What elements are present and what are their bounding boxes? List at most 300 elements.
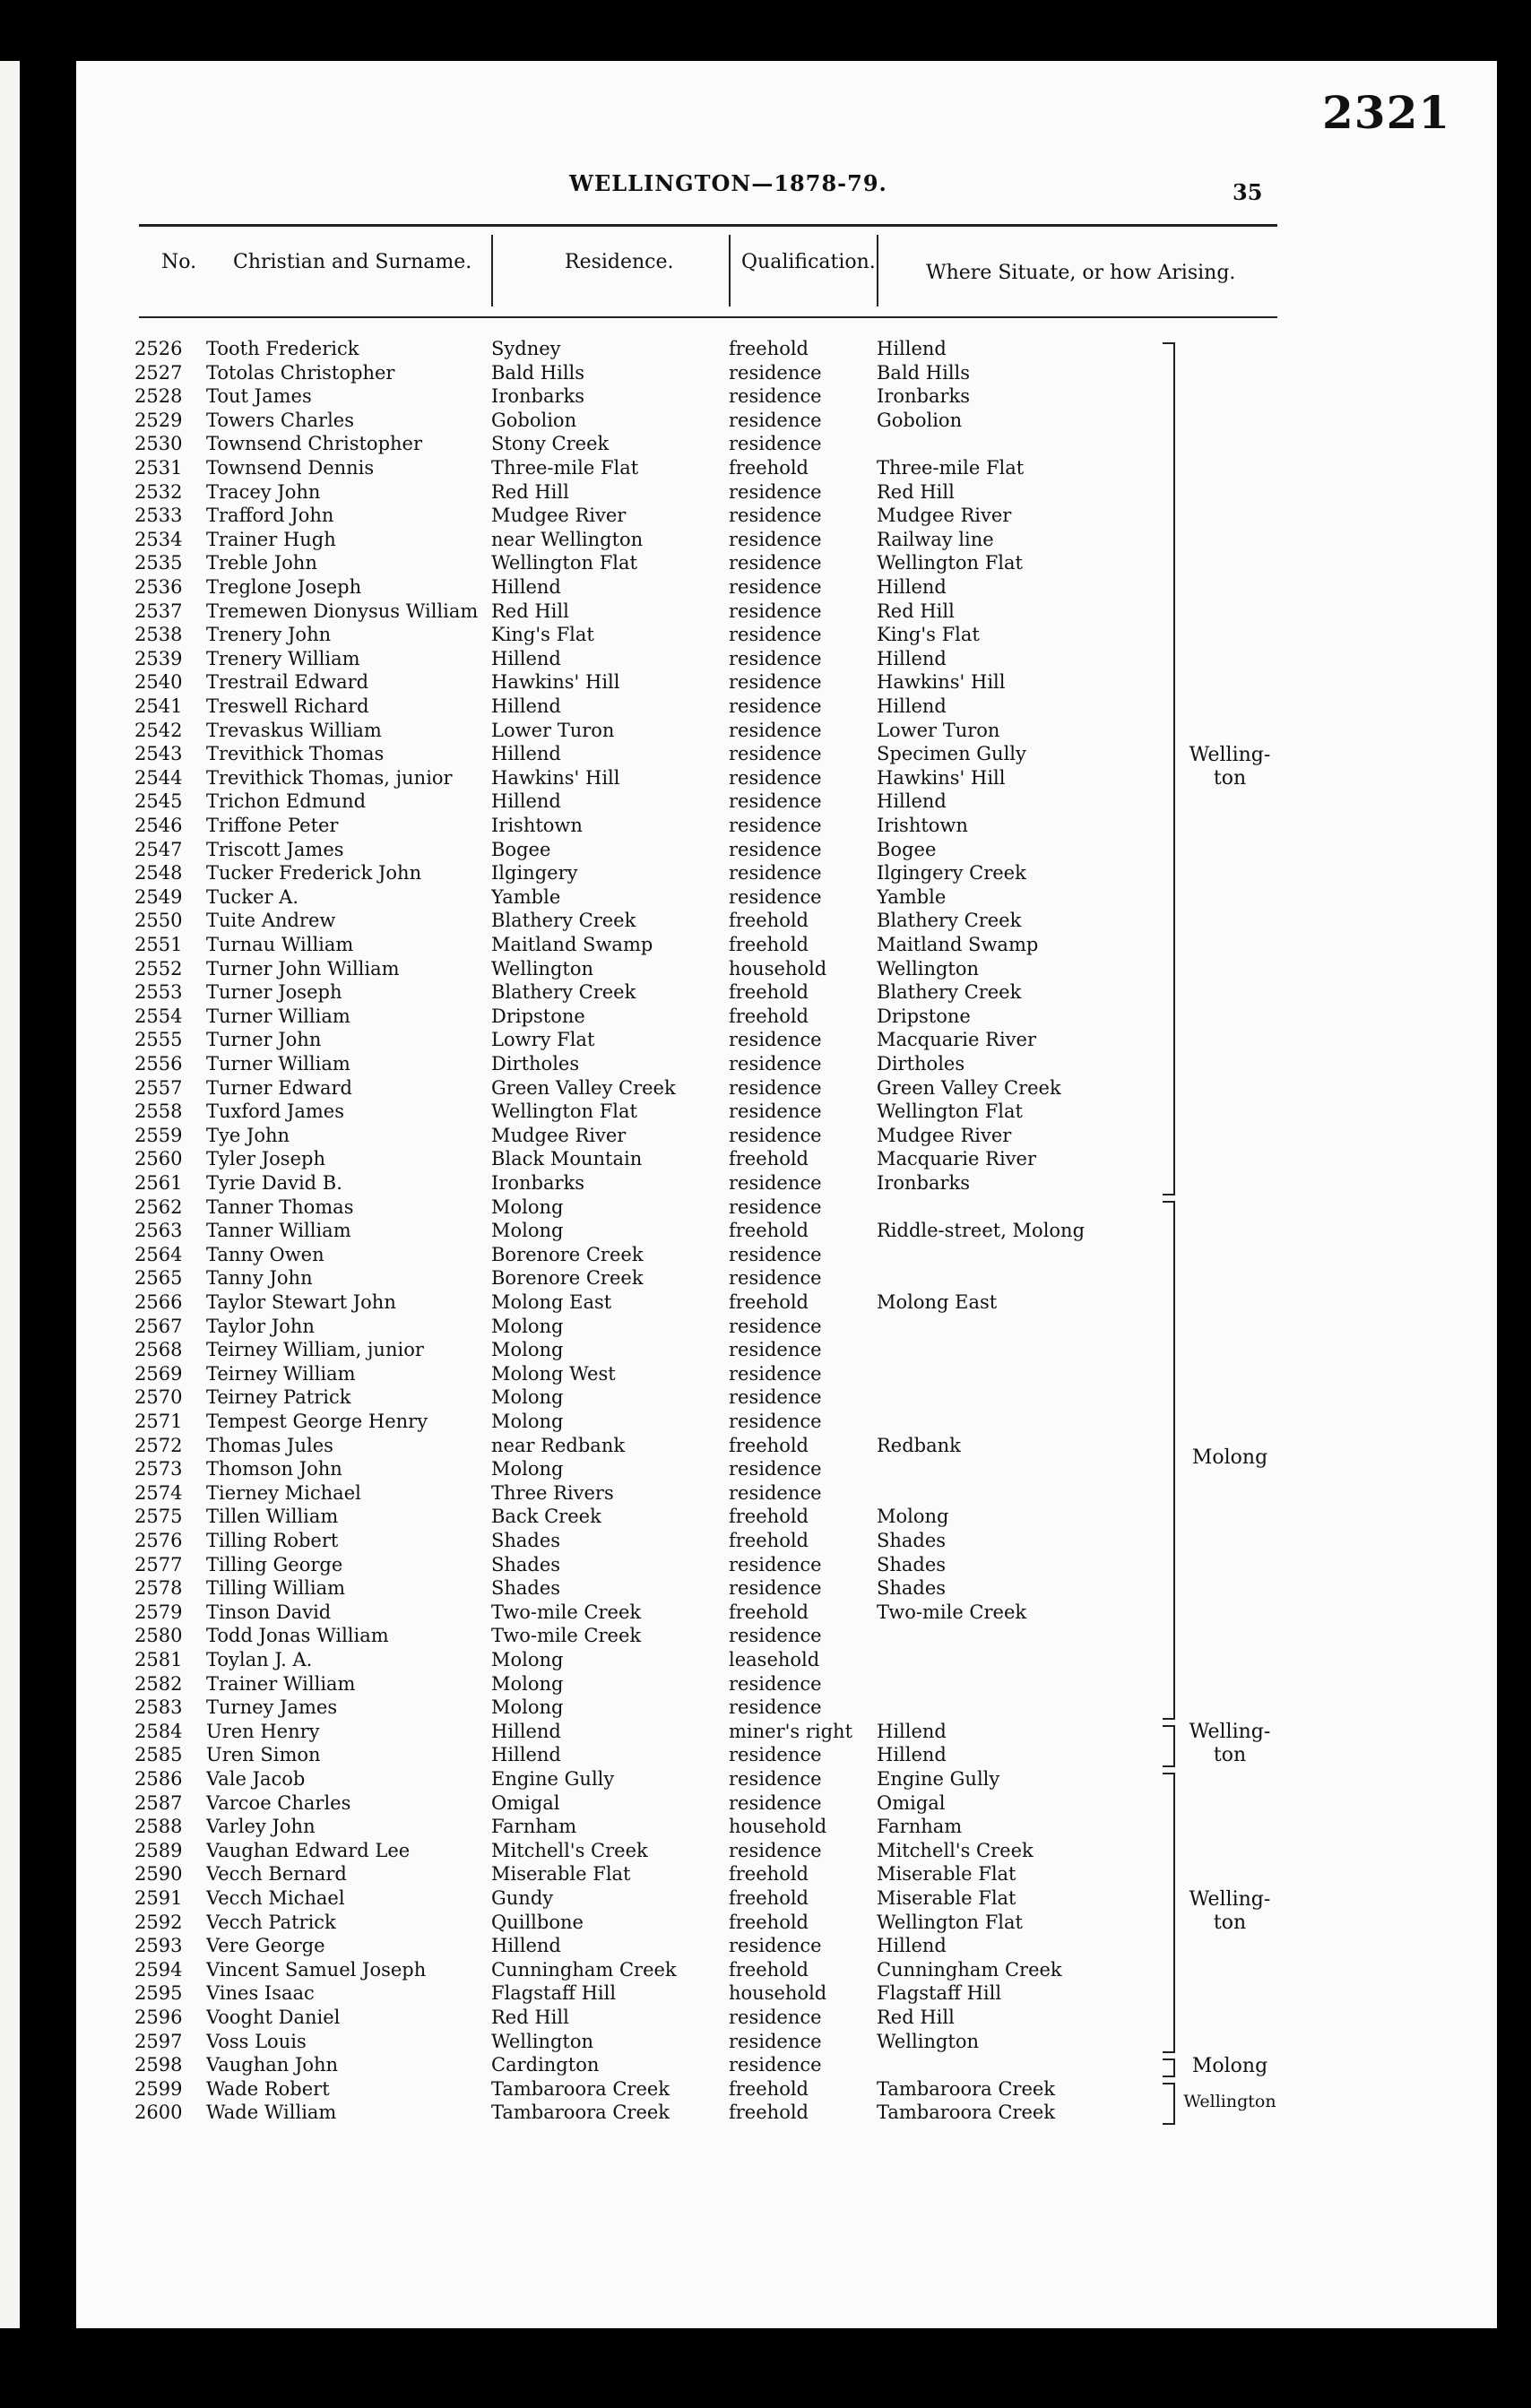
elector-name: Tuite Andrew [206, 910, 336, 932]
elector-name: Tremewen Dionysus William [206, 600, 479, 622]
residence: Two-mile Creek [491, 1601, 642, 1623]
entry-number: 2585 [134, 1744, 183, 1766]
elector-name: Tilling William [206, 1577, 346, 1600]
qualification: freehold [729, 2102, 809, 2124]
elector-name: Todd Jonas William [206, 1625, 389, 1647]
elector-name: Turnau William [206, 934, 354, 955]
residence: Molong [491, 1411, 564, 1432]
residence: Dripstone [491, 1005, 585, 1027]
elector-name: Totolas Christopher [206, 361, 395, 384]
qualification: residence [729, 885, 822, 908]
entry-number: 2588 [134, 1816, 183, 1838]
where-situate: Wellington [877, 957, 980, 980]
where-situate: Yamble [877, 885, 947, 908]
entry-number: 2544 [134, 766, 183, 789]
elector-name: Tanny John [206, 1267, 313, 1290]
residence: Hillend [491, 1720, 561, 1742]
elector-name: Varley John [206, 1816, 316, 1838]
residence: Lower Turon [491, 719, 615, 741]
entry-number: 2598 [134, 2054, 183, 2076]
table-row [76, 1052, 1497, 1076]
entry-number: 2565 [134, 1267, 183, 1290]
elector-name: Treswell Richard [206, 695, 369, 717]
residence: Dirtholes [491, 1053, 580, 1075]
where-situate: Engine Gully [877, 1768, 1000, 1790]
elector-name: Triscott James [206, 838, 344, 860]
where-situate: Omigal [877, 1791, 946, 1814]
qualification: freehold [729, 1530, 809, 1551]
table-row [76, 742, 1497, 766]
table-row [76, 1100, 1497, 1124]
district-label-line1: Wellington [1183, 2092, 1276, 2112]
where-situate: Shades [877, 1577, 947, 1600]
residence: Stony Creek [491, 433, 610, 455]
qualification: freehold [729, 457, 809, 479]
table-row [76, 2030, 1497, 2054]
elector-name: Vincent Samuel Joseph [206, 1958, 427, 1981]
entry-number: 2581 [134, 1649, 183, 1670]
elector-name: Vines Isaac [206, 1982, 315, 2005]
qualification: residence [729, 862, 822, 885]
elector-name: Turner John William [206, 957, 400, 980]
entry-number: 2556 [134, 1053, 183, 1075]
qualification: residence [729, 1791, 822, 1814]
elector-name: Vale Jacob [206, 1768, 306, 1790]
qualification: residence [729, 743, 822, 765]
residence: Green Valley Creek [491, 1076, 676, 1099]
table-row [76, 1672, 1497, 1696]
qualification: residence [729, 1100, 822, 1123]
table-row [76, 1886, 1497, 1911]
left-page-edge [0, 61, 20, 2328]
col-header-qualification: Qualification. [741, 251, 876, 273]
col-header-name: Christian and Surname. [233, 251, 472, 273]
table-row [76, 1481, 1497, 1506]
entry-number: 2559 [134, 1124, 183, 1146]
where-situate: Lower Turon [877, 719, 1000, 741]
table-row [76, 575, 1497, 600]
qualification: residence [729, 1411, 822, 1432]
entry-number: 2548 [134, 862, 183, 885]
table-row [76, 1434, 1497, 1458]
entry-number: 2592 [134, 1911, 183, 1933]
entry-number: 2534 [134, 528, 183, 550]
elector-name: Trestrail Edward [206, 671, 369, 694]
qualification: residence [729, 1267, 822, 1290]
entry-number: 2573 [134, 1458, 183, 1480]
where-situate: Blathery Creek [877, 910, 1022, 932]
entry-number: 2539 [134, 647, 183, 669]
where-situate: Macquarie River [877, 1029, 1036, 1051]
elector-name: Teirney Patrick [206, 1386, 351, 1409]
residence: Blathery Creek [491, 981, 636, 1004]
where-situate: Maitland Swamp [877, 934, 1039, 955]
where-situate: Gobolion [877, 409, 963, 431]
where-situate: Railway line [877, 528, 994, 550]
qualification: residence [729, 790, 822, 813]
elector-name: Tilling George [206, 1553, 343, 1575]
where-situate: Mudgee River [877, 1124, 1012, 1146]
where-situate: Dripstone [877, 1005, 971, 1027]
where-situate: Wellington Flat [877, 1100, 1023, 1123]
register-page [76, 61, 1497, 2328]
table-row [76, 838, 1497, 862]
elector-name: Tuxford James [206, 1100, 345, 1123]
elector-name: Taylor Stewart John [206, 1291, 396, 1313]
entry-number: 2561 [134, 1172, 183, 1194]
entry-number: 2568 [134, 1339, 183, 1361]
where-situate: Hawkins' Hill [877, 766, 1006, 789]
table-row [76, 1005, 1497, 1029]
table-row [76, 1410, 1497, 1434]
elector-name: Townsend Christopher [206, 433, 423, 455]
where-situate: Wellington Flat [877, 552, 1023, 574]
table-row [76, 1839, 1497, 1863]
elector-name: Trenery John [206, 624, 332, 646]
entry-number: 2576 [134, 1530, 183, 1551]
qualification: freehold [729, 338, 809, 359]
qualification: freehold [729, 1434, 809, 1456]
table-row [76, 1696, 1497, 1720]
table-row [76, 1791, 1497, 1816]
elector-name: Tucker Frederick John [206, 862, 422, 885]
entry-number: 2586 [134, 1768, 183, 1790]
where-situate: Blathery Creek [877, 981, 1022, 1004]
table-row [76, 1362, 1497, 1386]
where-situate: Hillend [877, 647, 947, 669]
residence: Tambaroora Creek [491, 2102, 670, 2124]
where-situate: Hillend [877, 1744, 947, 1766]
qualification: residence [729, 505, 822, 527]
entry-number: 2595 [134, 1982, 183, 2005]
district-label-line1: Molong [1191, 2054, 1268, 2077]
residence: Shades [491, 1577, 561, 1600]
elector-name: Taylor John [206, 1315, 315, 1337]
table-row [76, 1981, 1497, 2006]
qualification: residence [729, 1458, 822, 1480]
where-situate: Specimen Gully [877, 743, 1026, 765]
where-situate: Hawkins' Hill [877, 671, 1006, 694]
entry-number: 2562 [134, 1195, 183, 1218]
entry-number: 2532 [134, 480, 183, 503]
where-situate: Shades [877, 1553, 947, 1575]
entry-number: 2538 [134, 624, 183, 646]
elector-name: Vecch Michael [206, 1887, 345, 1909]
residence: Molong [491, 1649, 564, 1670]
where-situate: Cunningham Creek [877, 1958, 1062, 1981]
qualification: freehold [729, 1506, 809, 1528]
qualification: freehold [729, 981, 809, 1004]
elector-name: Turner William [206, 1005, 350, 1027]
elector-name: Tanny Owen [206, 1243, 324, 1265]
where-situate: Riddle-street, Molong [877, 1220, 1086, 1242]
residence: Flagstaff Hill [491, 1982, 617, 2005]
table-row [76, 861, 1497, 885]
qualification: residence [729, 552, 822, 574]
elector-name: Tucker A. [206, 885, 299, 908]
residence: Cunningham Creek [491, 1958, 677, 1981]
qualification: residence [729, 1672, 822, 1695]
residence: Gobolion [491, 409, 577, 431]
residence: Ilgingery [491, 862, 578, 885]
residence: Mudgee River [491, 505, 627, 527]
qualification: residence [729, 2007, 822, 2028]
elector-name: Tyler Joseph [206, 1148, 325, 1170]
elector-name: Turney James [206, 1696, 338, 1719]
elector-name: Varcoe Charles [206, 1791, 351, 1814]
entry-number: 2563 [134, 1220, 183, 1242]
where-situate: Red Hill [877, 2007, 955, 2028]
residence: Red Hill [491, 480, 569, 503]
column-divider [877, 235, 878, 306]
column-divider [491, 235, 493, 306]
entry-number: 2566 [134, 1291, 183, 1313]
elector-name: Trevithick Thomas [206, 743, 385, 765]
table-row [76, 1457, 1497, 1481]
entry-number: 2528 [134, 385, 183, 408]
qualification: residence [729, 1935, 822, 1957]
page-title: WELLINGTON—1878-79. [569, 170, 887, 196]
residence: Red Hill [491, 600, 569, 622]
entry-number: 2587 [134, 1791, 183, 1814]
qualification: residence [729, 361, 822, 384]
where-situate: Macquarie River [877, 1148, 1036, 1170]
table-row [76, 1195, 1497, 1220]
elector-name: Teirney William, junior [206, 1339, 424, 1361]
table-row [76, 933, 1497, 957]
where-situate: Molong East [877, 1291, 998, 1313]
qualification: freehold [729, 1220, 809, 1242]
residence: Sydney [491, 338, 561, 359]
residence: Engine Gully [491, 1768, 615, 1790]
entry-number: 2558 [134, 1100, 183, 1123]
elector-name: Wade William [206, 2102, 337, 2124]
qualification: residence [729, 1195, 822, 1218]
table-row [76, 528, 1497, 552]
entry-number: 2575 [134, 1506, 183, 1528]
residence: Ironbarks [491, 1172, 585, 1194]
entry-number: 2530 [134, 433, 183, 455]
residence: Bogee [491, 838, 551, 860]
residence: Wellington [491, 2030, 594, 2052]
table-row [76, 1124, 1497, 1148]
where-situate: King's Flat [877, 624, 980, 646]
entry-number: 2580 [134, 1625, 183, 1647]
entry-number: 2577 [134, 1553, 183, 1575]
entry-number: 2552 [134, 957, 183, 980]
entry-number: 2543 [134, 743, 183, 765]
table-row [76, 551, 1497, 575]
table-row [76, 1958, 1497, 1982]
qualification: residence [729, 480, 822, 503]
elector-name: Trevaskus William [206, 719, 382, 741]
table-row [76, 814, 1497, 838]
elector-name: Tracey John [206, 480, 321, 503]
entry-number: 2547 [134, 838, 183, 860]
qualification: residence [729, 2054, 822, 2076]
where-situate: Bogee [877, 838, 937, 860]
residence: Tambaroora Creek [491, 2077, 670, 2100]
elector-name: Trevithick Thomas, junior [206, 766, 453, 789]
residence: Maitland Swamp [491, 934, 653, 955]
entry-number: 2569 [134, 1362, 183, 1385]
entry-number: 2589 [134, 1839, 183, 1861]
district-label [1181, 1721, 1279, 1767]
where-situate: Mudgee River [877, 505, 1012, 527]
elector-name: Turner John [206, 1029, 322, 1051]
district-label-line1: Molong [1191, 1446, 1268, 1470]
district-label-line1: Welling- [1189, 1887, 1271, 1911]
page-number: 2321 [1322, 86, 1451, 139]
entry-number: 2570 [134, 1386, 183, 1409]
qualification: residence [729, 695, 822, 717]
qualification: residence [729, 1029, 822, 1051]
table-row [76, 670, 1497, 695]
qualification: residence [729, 1577, 822, 1600]
district-label-line1: Welling- [1189, 1721, 1271, 1744]
entry-number: 2590 [134, 1863, 183, 1886]
elector-name: Vaughan John [206, 2054, 339, 2076]
entry-number: 2551 [134, 934, 183, 955]
residence: Miserable Flat [491, 1863, 631, 1886]
col-header-residence: Residence. [565, 251, 674, 273]
entry-number: 2555 [134, 1029, 183, 1051]
where-situate: Redbank [877, 1434, 961, 1456]
qualification: residence [729, 433, 822, 455]
residence: Gundy [491, 1887, 554, 1909]
table-row [76, 504, 1497, 528]
table-row [76, 2053, 1497, 2077]
where-situate: Red Hill [877, 480, 955, 503]
table-row [76, 1911, 1497, 1935]
elector-name: Treble John [206, 552, 317, 574]
qualification: residence [729, 1744, 822, 1766]
where-situate: Wellington [877, 2030, 980, 2052]
table-row [76, 2101, 1497, 2125]
table-row [76, 1385, 1497, 1410]
district-label [1181, 744, 1279, 790]
qualification: residence [729, 815, 822, 836]
residence: Mudgee River [491, 1124, 627, 1146]
qualification: residence [729, 1339, 822, 1361]
table-row [76, 1505, 1497, 1529]
residence: Blathery Creek [491, 910, 636, 932]
residence: Hillend [491, 743, 561, 765]
entry-number: 2526 [134, 338, 183, 359]
residence: Hillend [491, 1935, 561, 1957]
residence: Hillend [491, 790, 561, 813]
elector-name: Vaughan Edward Lee [206, 1839, 411, 1861]
entry-number: 2533 [134, 505, 183, 527]
entry-number: 2582 [134, 1672, 183, 1695]
table-row [76, 384, 1497, 409]
table-row [76, 1315, 1497, 1339]
table-row [76, 909, 1497, 933]
residence: Molong [491, 1315, 564, 1337]
where-situate: Irishtown [877, 815, 968, 836]
entry-number: 2594 [134, 1958, 183, 1981]
residence: Wellington Flat [491, 552, 637, 574]
district-label-line2: ton [1213, 1911, 1247, 1934]
residence: near Redbank [491, 1434, 626, 1456]
entry-number: 2599 [134, 2077, 183, 2100]
table-row [76, 361, 1497, 385]
qualification: residence [729, 671, 822, 694]
header-rule-bottom [139, 316, 1277, 318]
elector-name: Toylan J. A. [206, 1649, 313, 1670]
qualification: household [729, 1816, 827, 1838]
table-row [76, 885, 1497, 910]
district-label-line2: ton [1213, 1744, 1247, 1767]
table-row [76, 790, 1497, 814]
residence: Molong [491, 1195, 564, 1218]
elector-name: Vooght Daniel [206, 2007, 341, 2028]
where-situate: Ilgingery Creek [877, 862, 1026, 885]
residence: Omigal [491, 1791, 560, 1814]
table-row [76, 1147, 1497, 1171]
where-situate: Shades [877, 1530, 947, 1551]
elector-name: Tierney Michael [206, 1481, 361, 1504]
entry-number: 2584 [134, 1720, 183, 1742]
qualification: freehold [729, 2077, 809, 2100]
qualification: residence [729, 766, 822, 789]
table-row [76, 2006, 1497, 2030]
qualification: leasehold [729, 1649, 820, 1670]
residence: Borenore Creek [491, 1267, 644, 1290]
district-label [1181, 1888, 1279, 1935]
table-row [76, 1266, 1497, 1290]
table-row [76, 456, 1497, 480]
residence: Farnham [491, 1816, 577, 1838]
where-situate: Mitchell's Creek [877, 1839, 1034, 1861]
where-situate: Hillend [877, 790, 947, 813]
table-row [76, 1171, 1497, 1195]
where-situate: Farnham [877, 1816, 963, 1838]
where-situate: Hillend [877, 695, 947, 717]
table-row [76, 623, 1497, 647]
qualification: residence [729, 576, 822, 598]
table-row [76, 480, 1497, 505]
elector-name: Tinson David [206, 1601, 332, 1623]
where-situate: Wellington Flat [877, 1911, 1023, 1933]
residence: Molong [491, 1220, 564, 1242]
qualification: residence [729, 1839, 822, 1861]
entry-number: 2596 [134, 2007, 183, 2028]
table-row [76, 1553, 1497, 1577]
residence: Mitchell's Creek [491, 1839, 648, 1861]
where-situate: Miserable Flat [877, 1863, 1016, 1886]
col-header-no: No. [161, 251, 197, 273]
elector-name: Tooth Frederick [206, 338, 359, 359]
residence: Three-mile Flat [491, 457, 639, 479]
entry-number: 2541 [134, 695, 183, 717]
where-situate: Dirtholes [877, 1053, 965, 1075]
qualification: residence [729, 838, 822, 860]
elector-name: Wade Robert [206, 2077, 330, 2100]
header-rule-top [139, 224, 1277, 227]
elector-name: Voss Louis [206, 2030, 307, 2052]
entry-number: 2572 [134, 1434, 183, 1456]
qualification: residence [729, 1481, 822, 1504]
entry-number: 2536 [134, 576, 183, 598]
where-situate: Ironbarks [877, 385, 971, 408]
elector-name: Turner Edward [206, 1076, 352, 1099]
where-situate: Ironbarks [877, 1172, 971, 1194]
residence: Borenore Creek [491, 1243, 644, 1265]
elector-name: Tanner William [206, 1220, 351, 1242]
where-situate: Two-mile Creek [877, 1601, 1027, 1623]
elector-name: Trainer Hugh [206, 528, 336, 550]
